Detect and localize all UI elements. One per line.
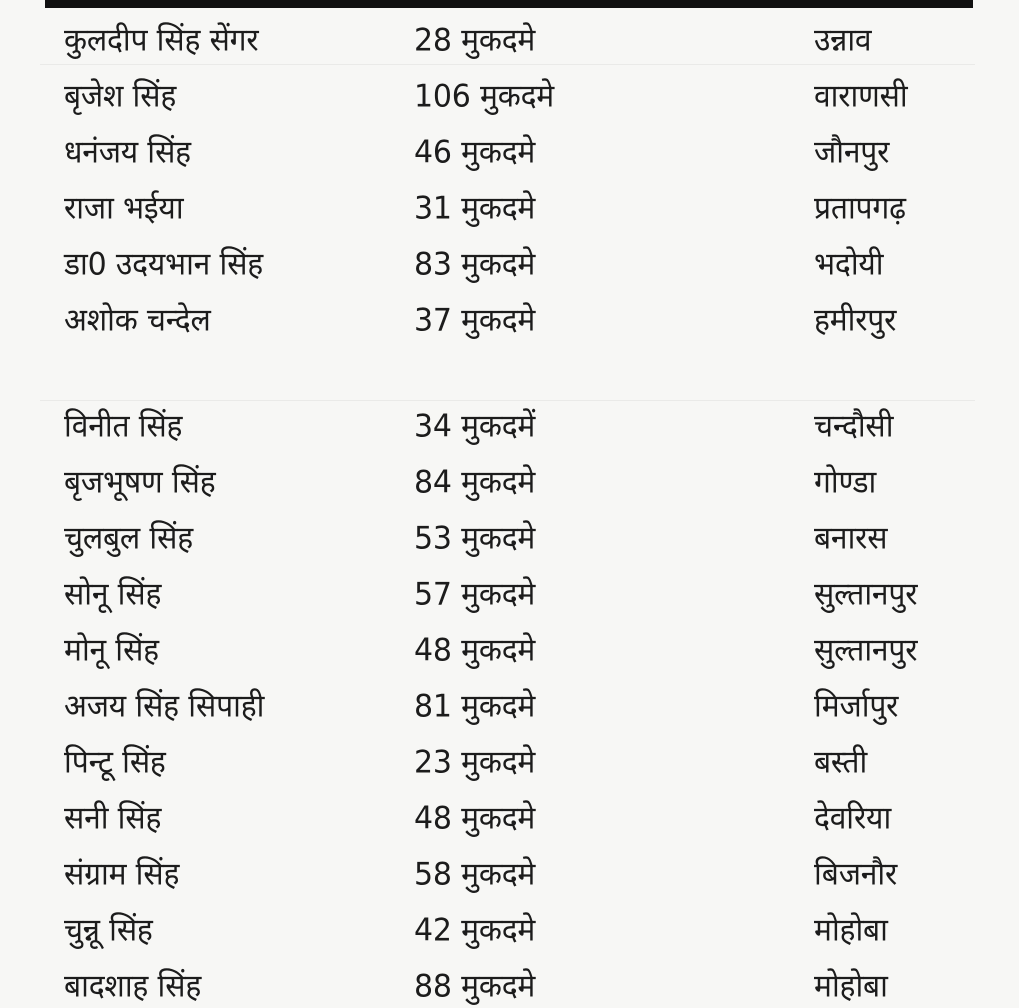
case-count: 106 मुकदमे xyxy=(414,78,555,115)
table-row xyxy=(0,448,1019,504)
case-count: 84 मुकदमे xyxy=(414,464,536,501)
table-row xyxy=(0,118,1019,174)
table-row xyxy=(0,504,1019,560)
table-row xyxy=(0,840,1019,896)
table-row xyxy=(0,672,1019,728)
district-name: मिर्जापुर xyxy=(814,688,899,725)
person-name: विनीत सिंह xyxy=(64,408,183,445)
district-name: मोहोबा xyxy=(814,912,888,949)
case-count: 58 मुकदमे xyxy=(414,856,536,893)
person-name: अशोक चन्देल xyxy=(64,302,211,339)
person-name: संग्राम सिंह xyxy=(64,856,180,893)
district-name: सुल्तानपुर xyxy=(814,632,918,669)
case-count: 81 मुकदमे xyxy=(414,688,536,725)
district-name: बनारस xyxy=(814,520,888,557)
case-count: 23 मुकदमे xyxy=(414,744,536,781)
table-row xyxy=(0,784,1019,840)
case-count: 42 मुकदमे xyxy=(414,912,536,949)
district-name: चन्दौसी xyxy=(814,408,894,445)
case-count: 48 मुकदमे xyxy=(414,632,536,669)
district-name: सुल्तानपुर xyxy=(814,576,918,613)
table-row xyxy=(0,616,1019,672)
case-count: 34 मुकदमें xyxy=(414,408,536,445)
case-count: 83 मुकदमे xyxy=(414,246,536,283)
person-name: मोनू सिंह xyxy=(64,632,159,669)
person-name: अजय सिंह सिपाही xyxy=(64,688,265,725)
table-row xyxy=(0,6,1019,62)
person-name: बादशाह सिंह xyxy=(64,968,202,1005)
table-row xyxy=(0,896,1019,952)
table-row xyxy=(0,230,1019,286)
table-row xyxy=(0,174,1019,230)
table-row xyxy=(0,392,1019,448)
table-row xyxy=(0,952,1019,1008)
case-count: 88 मुकदमे xyxy=(414,968,536,1005)
table-row xyxy=(0,728,1019,784)
person-name: बृजेश सिंह xyxy=(64,78,177,115)
district-name: बस्ती xyxy=(814,744,868,781)
person-name: बृजभूषण सिंह xyxy=(64,464,216,501)
district-name: गोण्डा xyxy=(814,464,877,501)
person-name: चुलबुल सिंह xyxy=(64,520,193,557)
case-count: 28 मुकदमे xyxy=(414,22,536,59)
table-row xyxy=(0,286,1019,342)
district-name: बिजनौर xyxy=(814,856,898,893)
person-name: सनी सिंह xyxy=(64,800,162,837)
person-name: चुन्नू सिंह xyxy=(64,912,153,949)
person-name: डा0 उदयभान सिंह xyxy=(64,246,264,283)
case-count: 57 मुकदमे xyxy=(414,576,536,613)
district-name: मोहोबा xyxy=(814,968,888,1005)
district-name: प्रतापगढ़ xyxy=(814,190,906,227)
case-count: 31 मुकदमे xyxy=(414,190,536,227)
district-name: हमीरपुर xyxy=(814,302,897,339)
person-name: कुलदीप सिंह सेंगर xyxy=(64,22,259,59)
case-count: 53 मुकदमे xyxy=(414,520,536,557)
person-name: सोनू सिंह xyxy=(64,576,162,613)
table-row xyxy=(0,62,1019,118)
district-name: वाराणसी xyxy=(814,78,908,115)
district-name: देवरिया xyxy=(814,800,892,837)
case-count: 46 मुकदमे xyxy=(414,134,536,171)
case-count: 37 मुकदमे xyxy=(414,302,536,339)
district-name: उन्नाव xyxy=(814,22,872,59)
table-row xyxy=(0,560,1019,616)
person-name: पिन्टू सिंह xyxy=(64,744,166,781)
district-name: जौनपुर xyxy=(814,134,890,171)
person-name: धनंजय सिंह xyxy=(64,134,191,171)
person-name: राजा भईया xyxy=(64,190,184,227)
case-count: 48 मुकदमे xyxy=(414,800,536,837)
district-name: भदोयी xyxy=(814,246,884,283)
